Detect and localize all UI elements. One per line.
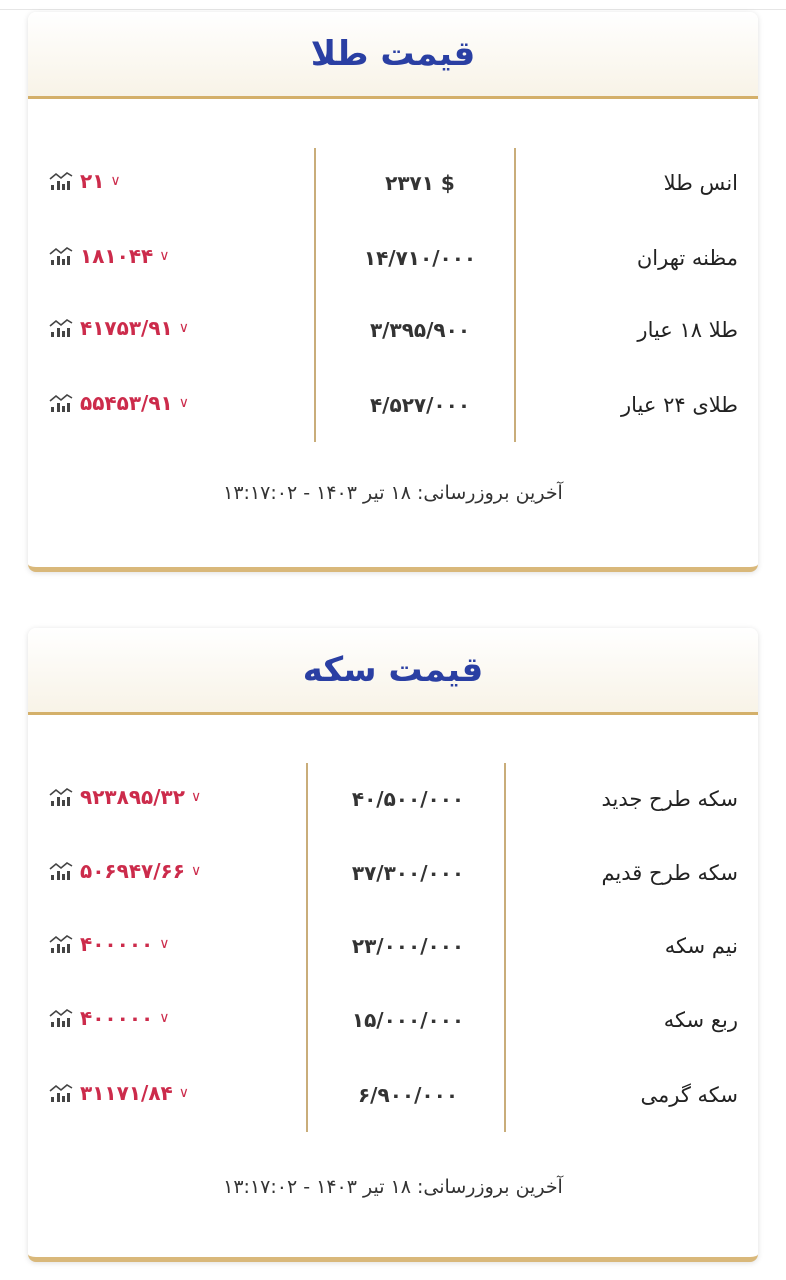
last-update: آخرین بروزرسانی: ۱۸ تیر ۱۴۰۳ - ۱۳:۱۷:۰۲ — [223, 1176, 563, 1198]
chart-icon[interactable] — [48, 170, 74, 192]
item-price: ۲۳/۰۰۰/۰۰۰ — [351, 934, 465, 958]
card-header — [28, 628, 758, 715]
item-price: ۴۰/۵۰۰/۰۰۰ — [351, 787, 465, 811]
price-row — [28, 238, 758, 278]
chevron-down-icon[interactable]: ∨ — [190, 789, 202, 805]
card-title: قیمت طلا — [310, 34, 476, 74]
chevron-down-icon[interactable]: ∨ — [110, 173, 121, 189]
price-change — [48, 1081, 189, 1105]
item-name: نیم سکه — [664, 934, 738, 958]
item-name: طلای ۲۴ عیار — [620, 393, 738, 417]
chevron-down-icon[interactable]: ∨ — [178, 1085, 190, 1101]
price-row — [28, 1000, 758, 1040]
price-change — [48, 391, 189, 415]
price-row — [28, 163, 758, 203]
chevron-down-icon[interactable]: ∨ — [178, 320, 190, 336]
chevron-down-icon[interactable]: ∨ — [178, 395, 190, 411]
chart-icon[interactable] — [48, 860, 74, 882]
chart-icon[interactable] — [48, 245, 74, 267]
change-value: ۱۸۱۰۴۴ — [80, 244, 154, 268]
item-name: سکه طرح قدیم — [601, 861, 738, 885]
change-value: ۴۱۷۵۳/۹۱ — [80, 316, 173, 340]
price-row — [28, 310, 758, 350]
card-header — [28, 12, 758, 99]
coin-price-card — [28, 628, 758, 1262]
item-name: طلا ۱۸ عیار — [637, 318, 738, 342]
item-name: ربع سکه — [663, 1008, 738, 1032]
price-change — [48, 859, 201, 883]
item-name: انس طلا — [663, 171, 738, 195]
chart-icon[interactable] — [48, 1007, 74, 1029]
price-change — [48, 932, 170, 956]
change-value: ۲۱ — [80, 169, 105, 193]
price-row — [28, 853, 758, 893]
card-title: قیمت سکه — [302, 650, 484, 690]
chart-icon[interactable] — [48, 933, 74, 955]
chart-icon[interactable] — [48, 786, 74, 808]
last-update: آخرین بروزرسانی: ۱۸ تیر ۱۴۰۳ - ۱۳:۱۷:۰۲ — [223, 482, 563, 504]
chart-icon[interactable] — [48, 392, 74, 414]
item-price: ۱۴/۷۱۰/۰۰۰ — [363, 246, 477, 270]
item-price: ۲۳۷۱ $ — [385, 171, 455, 195]
price-row — [28, 1075, 758, 1115]
item-name: سکه گرمی — [640, 1083, 738, 1107]
item-price: ۶/۹۰۰/۰۰۰ — [357, 1083, 459, 1107]
price-change — [48, 1006, 170, 1030]
change-value: ۵۵۴۵۳/۹۱ — [80, 391, 173, 415]
change-value: ۹۲۳۸۹۵/۳۲ — [80, 785, 185, 809]
top-divider — [0, 9, 786, 10]
chevron-down-icon[interactable]: ∨ — [159, 936, 170, 952]
price-row — [28, 779, 758, 819]
price-change — [48, 785, 201, 809]
item-price: ۳/۳۹۵/۹۰۰ — [369, 318, 471, 342]
price-row — [28, 926, 758, 966]
item-price: ۴/۵۲۷/۰۰۰ — [369, 393, 471, 417]
chevron-down-icon[interactable]: ∨ — [159, 1010, 170, 1026]
chevron-down-icon[interactable]: ∨ — [190, 863, 202, 879]
price-change — [48, 244, 170, 268]
item-price: ۳۷/۳۰۰/۰۰۰ — [351, 861, 465, 885]
price-change — [48, 316, 189, 340]
gold-price-card — [28, 12, 758, 572]
price-change — [48, 169, 121, 193]
item-name: سکه طرح جدید — [601, 787, 738, 811]
chart-icon[interactable] — [48, 1082, 74, 1104]
chevron-down-icon[interactable]: ∨ — [159, 248, 170, 264]
change-value: ۳۱۱۷۱/۸۴ — [80, 1081, 173, 1105]
change-value: ۵۰۶۹۴۷/۶۶ — [80, 859, 185, 883]
change-value: ۴۰۰۰۰۰ — [80, 1006, 154, 1030]
chart-icon[interactable] — [48, 317, 74, 339]
price-row — [28, 385, 758, 425]
item-price: ۱۵/۰۰۰/۰۰۰ — [351, 1008, 465, 1032]
change-value: ۴۰۰۰۰۰ — [80, 932, 154, 956]
item-name: مظنه تهران — [636, 246, 738, 270]
